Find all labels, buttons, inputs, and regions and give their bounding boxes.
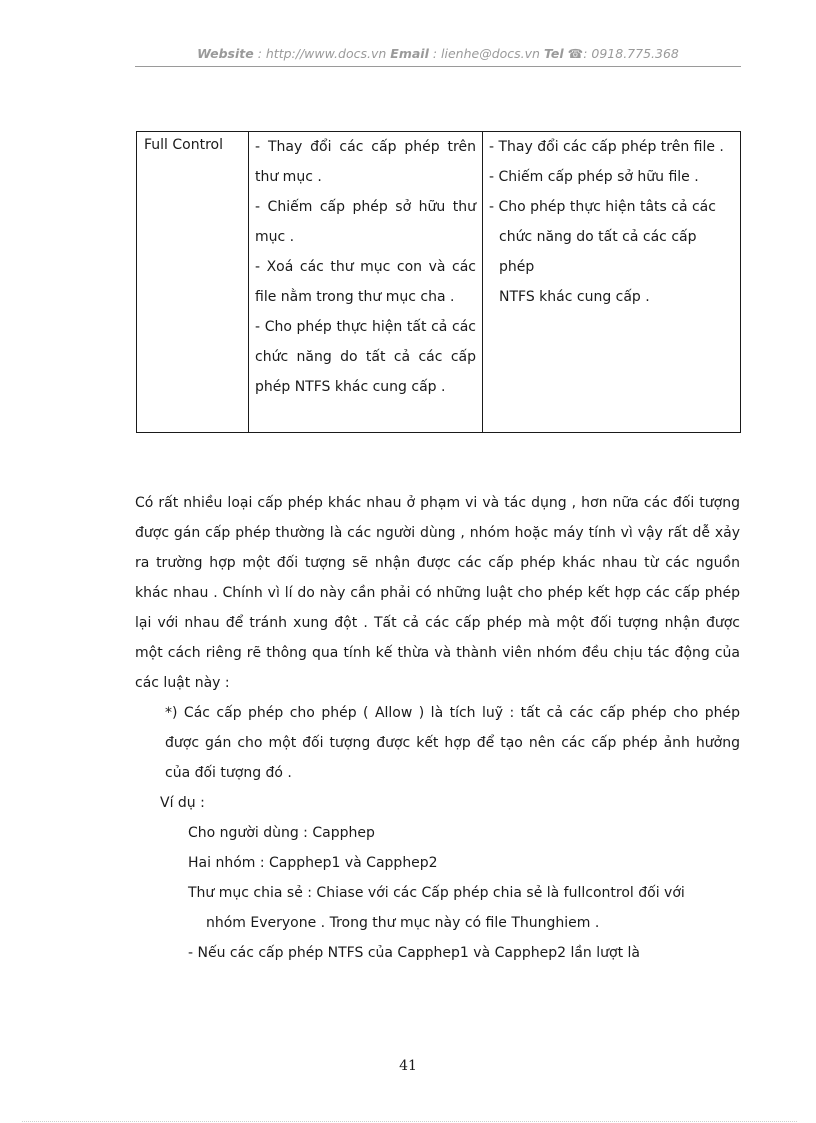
document-body — [135, 488, 740, 968]
folder-permission-line: - Thay đổi các cấp phép trên thư mục . — [255, 139, 476, 185]
folder-permission-line: - Cho phép thực hiện tất cả các chức năng do tất cả các cấp phép NTFS khác cung cấp . — [255, 319, 476, 395]
page-number: 41 — [399, 1058, 417, 1074]
folder-permission-line: - Xoá các thư mục con và các file nằm trong thư mục cha . — [255, 259, 476, 305]
header-rule — [135, 66, 741, 67]
tel-value: ☎: 0918.775.368 — [567, 46, 679, 61]
permission-name: Full Control — [144, 137, 223, 153]
website-value: : http://www.docs.vn — [257, 46, 387, 61]
file-permission-line: chức năng do tất cả các cấp phép — [499, 229, 697, 275]
tel-label: Tel — [543, 46, 564, 61]
page-bottom-border — [22, 1121, 797, 1122]
paragraph-allow-cumulative: *) Các cấp phép cho phép ( Allow ) là tích luỹ : tất cả các cấp phép cho phép được gán cho một đối tượng được kết hợp để tạo nên các cấp phép ảnh hưởng của đối tượng đó . — [165, 705, 740, 781]
folder-permissions-cell — [249, 132, 483, 433]
example-label: Ví dụ : — [160, 795, 205, 811]
file-permission-line: - Chiếm cấp phép sở hữu file . — [489, 169, 699, 185]
folder-permission-line: - Chiếm cấp phép sở hữu thư mục . — [255, 199, 476, 245]
permissions-table — [136, 131, 741, 433]
example-share-line: Thư mục chia sẻ : Chiase với các Cấp phép chia sẻ là fullcontrol đối với — [188, 885, 685, 901]
example-ntfs-line: - Nếu các cấp phép NTFS của Capphep1 và Capphep2 lần lượt là — [188, 945, 640, 961]
page-header — [135, 46, 741, 61]
paragraph-permission-rules: Có rất nhiều loại cấp phép khác nhau ở phạm vi và tác dụng , hơn nữa các đối tượng được gán cấp phép thường là các người dùng , nhóm hoặc máy tính vì vậy rất dễ xảy ra trường hợp một đối tượng sẽ nhận được các cấp phép khác nhau từ các nguồn khác nhau . Chính vì lí do này cần phải có những luật cho phép kết hợp các cấp phép lại với nhau để tránh xung đột . Tất cả các cấp phép mà một đối tượng nhận được một cách riêng rẽ thông qua tính kế thừa và thành viên nhóm đều chịu tác động của các luật này : — [135, 495, 740, 691]
file-permission-line: - Cho phép thực hiện tâts cả các — [489, 199, 716, 215]
table-row — [137, 132, 741, 433]
permission-name-cell — [137, 132, 249, 433]
example-share-line-continued: nhóm Everyone . Trong thư mục này có file Thunghiem . — [206, 915, 600, 931]
example-groups-line: Hai nhóm : Capphep1 và Capphep2 — [188, 855, 438, 871]
email-label: Email — [390, 46, 429, 61]
file-permission-line: - Thay đổi các cấp phép trên file . — [489, 139, 724, 155]
file-permissions-cell — [483, 132, 741, 433]
example-user-line: Cho người dùng : Capphep — [188, 825, 375, 841]
file-permission-line: NTFS khác cung cấp . — [499, 289, 650, 305]
email-value: : lienhe@docs.vn — [432, 46, 540, 61]
website-label: Website — [197, 46, 254, 61]
